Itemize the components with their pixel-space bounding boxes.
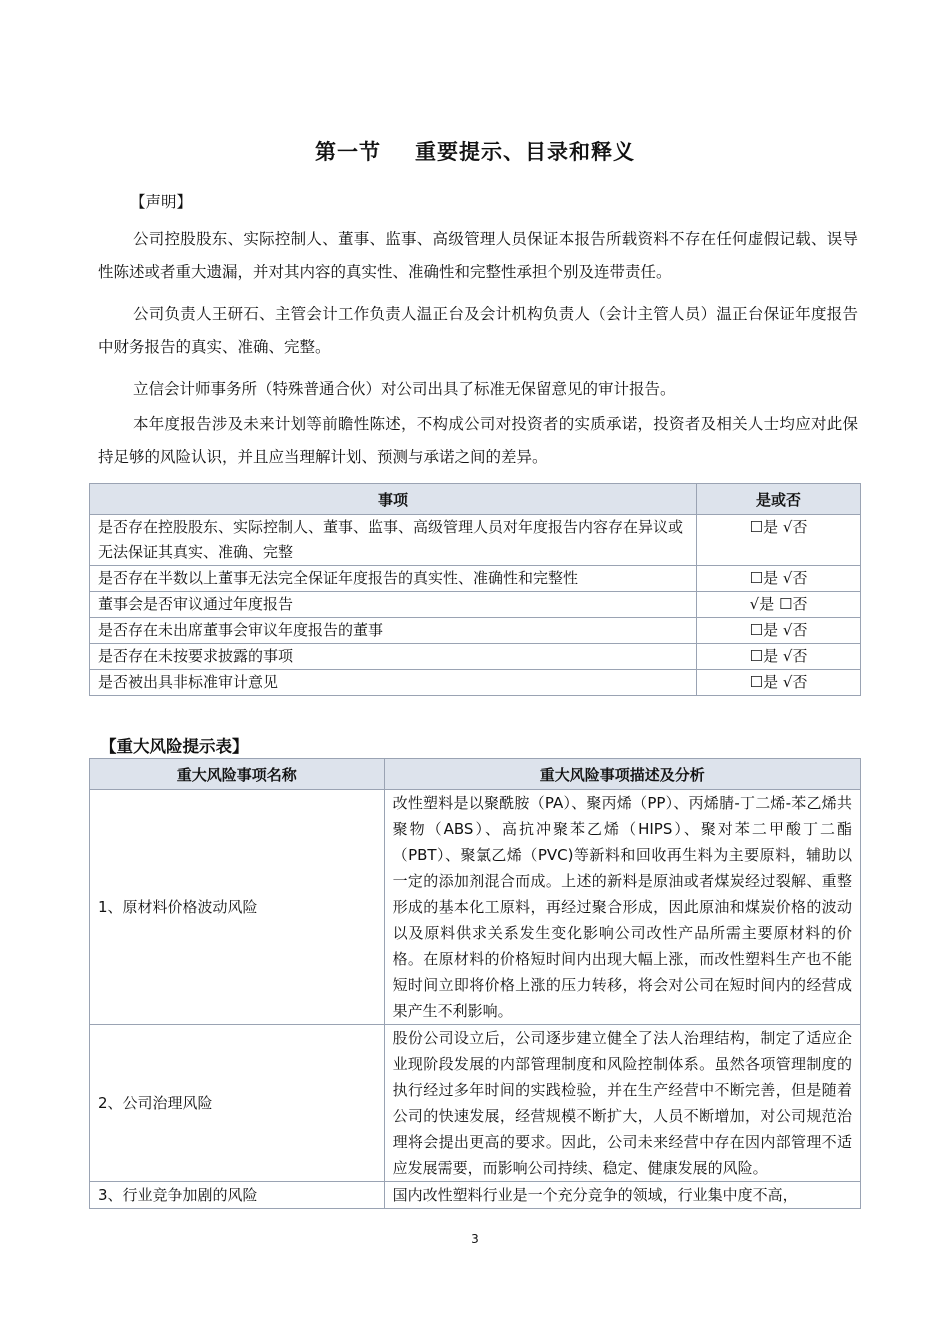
risk-section-label: 【重大风险提示表】: [100, 737, 249, 756]
risk-name: 2、公司治理风险: [90, 1025, 385, 1182]
matter-answer: ☐是 √否: [697, 644, 861, 670]
matter-item: 董事会是否审议通过年度报告: [90, 592, 697, 618]
risk-name: 3、行业竞争加剧的风险: [90, 1182, 385, 1209]
table-row: [90, 790, 861, 1025]
table-header-cell: 事项: [90, 484, 697, 515]
page-number: 3: [471, 1232, 479, 1246]
matter-item: 是否存在未出席董事会审议年度报告的董事: [90, 618, 697, 644]
section-title: [0, 136, 950, 166]
statement-label: 【声明】: [130, 193, 193, 211]
table-row: [90, 644, 861, 670]
risk-description: 股份公司设立后，公司逐步建立健全了法人治理结构，制定了适应企业现阶段发展的内部管理制度和风险控制体系。虽然各项管理制度的执行经过多年时间的实践检验，并在生产经营中不断完善，但是随着公司的快速发展，经营规模不断扩大，人员不断增加，对公司规范治理将会提出更高的要求。因此，公司未来经营中存在因内部管理不适应发展需要，而影响公司持续、稳定、健康发展的风险。: [384, 1025, 860, 1182]
matter-answer: ☐是 √否: [697, 515, 861, 566]
statement-paragraph: 本年度报告涉及未来计划等前瞻性陈述，不构成公司对投资者的实质承诺，投资者及相关人士均应对此保持足够的风险认识，并且应当理解计划、预测与承诺之间的差异。: [98, 415, 858, 466]
matter-item: 是否被出具非标准审计意见: [90, 670, 697, 696]
table-row: [90, 566, 861, 592]
risk-description: 国内改性塑料行业是一个充分竞争的领域，行业集中度不高，: [384, 1182, 860, 1209]
table-header-cell: 重大风险事项描述及分析: [384, 759, 860, 790]
matter-item: 是否存在半数以上董事无法完全保证年度报告的真实性、准确性和完整性: [90, 566, 697, 592]
table-row: [90, 670, 861, 696]
matter-item: 是否存在未按要求披露的事项: [90, 644, 697, 670]
matters-table: [89, 483, 861, 696]
risk-name: 1、原材料价格波动风险: [90, 790, 385, 1025]
table-row: [90, 515, 861, 566]
table-row: [90, 618, 861, 644]
statement-paragraph: 公司控股股东、实际控制人、董事、监事、高级管理人员保证本报告所载资料不存在任何虚假记载、误导性陈述或者重大遗漏，并对其内容的真实性、准确性和完整性承担个别及连带责任。: [98, 230, 858, 281]
table-row: [90, 1025, 861, 1182]
section-title-number: 第一节: [315, 140, 381, 164]
matter-answer: ☐是 √否: [697, 566, 861, 592]
matter-answer: ☐是 √否: [697, 670, 861, 696]
statement-paragraph: 立信会计师事务所（特殊普通合伙）对公司出具了标准无保留意见的审计报告。: [133, 380, 676, 398]
risk-table: [89, 758, 861, 1209]
matter-answer: √是 ☐否: [697, 592, 861, 618]
matter-item: 是否存在控股股东、实际控制人、董事、监事、高级管理人员对年度报告内容存在异议或无法保证其真实、准确、完整: [90, 515, 697, 566]
table-row: [90, 592, 861, 618]
table-header-row: [90, 759, 861, 790]
table-header-row: [90, 484, 861, 515]
statement-paragraph: 公司负责人王研石、主管会计工作负责人温正台及会计机构负责人（会计主管人员）温正台保证年度报告中财务报告的真实、准确、完整。: [98, 305, 858, 356]
table-header-cell: 是或否: [697, 484, 861, 515]
table-row: [90, 1182, 861, 1209]
matter-answer: ☐是 √否: [697, 618, 861, 644]
section-title-text: 重要提示、目录和释义: [415, 140, 635, 164]
table-header-cell: 重大风险事项名称: [90, 759, 385, 790]
risk-description: 改性塑料是以聚酰胺（PA）、聚丙烯（PP）、丙烯腈-丁二烯-苯乙烯共聚物（ABS）、高抗冲聚苯乙烯（HIPS）、聚对苯二甲酸丁二酯（PBT）、聚氯乙烯（PVC)等新料和回收再生料为主要原料，辅助以一定的添加剂混合而成。上述的新料是原油或者煤炭经过裂解、重整形成的基本化工原料，再经过聚合形成，因此原油和煤炭价格的波动以及原料供求关系发生变化影响公司改性产品所需主要原材料的价格。在原材料的价格短时间内出现大幅上涨，而改性塑料生产也不能短时间立即将价格上涨的压力转移，将会对公司在短时间内的经营成果产生不利影响。: [384, 790, 860, 1025]
